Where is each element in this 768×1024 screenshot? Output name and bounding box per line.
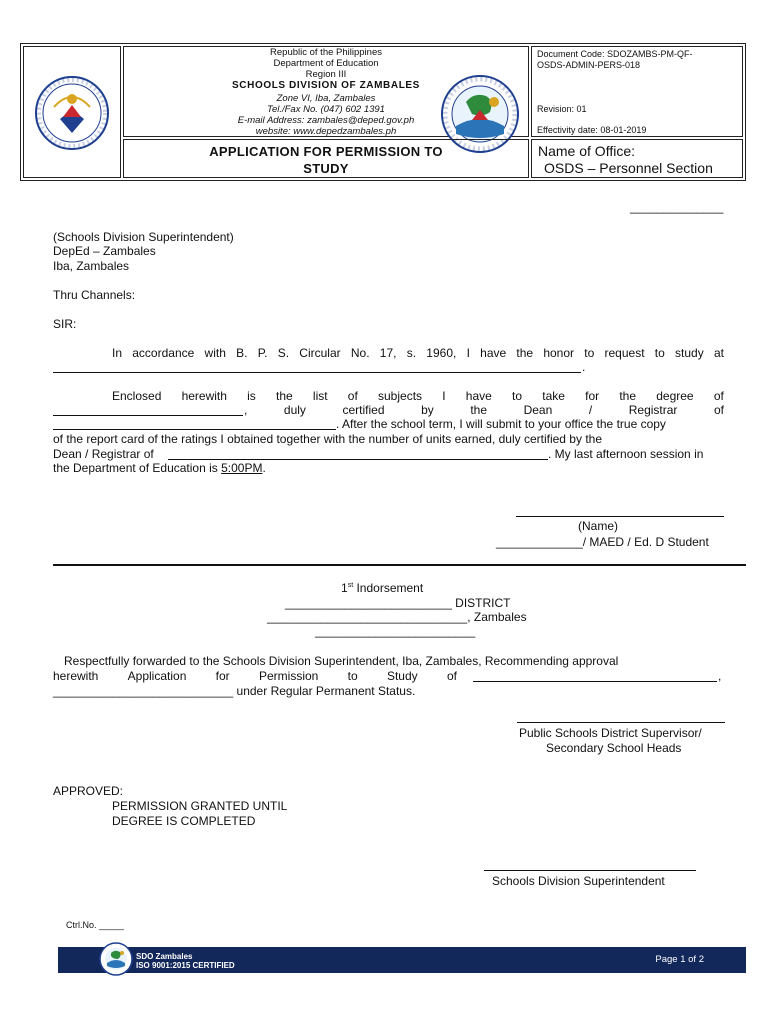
office-label: Name of Office: bbox=[538, 143, 636, 159]
sign-degree-label: _____________/ MAED / Ed. D Student bbox=[496, 535, 709, 549]
revision-text: Revision: 01 bbox=[537, 104, 587, 114]
website-text: website: www.depedzambales.ph bbox=[255, 126, 397, 137]
salutation: SIR: bbox=[53, 317, 77, 331]
p2-line3: . After the school term, I will submit to your office the true copy bbox=[336, 417, 666, 431]
footer-seal-icon bbox=[98, 941, 134, 977]
sign-name-label: (Name) bbox=[578, 519, 619, 533]
deped-seal-cell bbox=[23, 46, 121, 178]
region-text: Region III bbox=[305, 69, 347, 80]
indorsement-p-line3: ___________________________ under Regular Permanent Status. bbox=[53, 684, 416, 698]
approval-line2: DEGREE IS COMPLETED bbox=[112, 814, 256, 828]
approved-label: APPROVED: bbox=[53, 784, 124, 798]
office-cell bbox=[531, 139, 743, 178]
registrar-school-blank[interactable] bbox=[53, 429, 336, 430]
zambales-line[interactable]: ______________________________, Zambales bbox=[267, 610, 527, 624]
section-divider bbox=[53, 564, 746, 566]
supervisor-label-1: Public Schools District Supervisor/ bbox=[519, 726, 702, 740]
school-name-blank[interactable] bbox=[53, 372, 581, 373]
p2-line5-start: Dean / Registrar of bbox=[53, 447, 154, 461]
page-indicator: Page 1 of 2 bbox=[655, 954, 704, 965]
deped-seal-icon bbox=[24, 47, 120, 177]
p2-line1: Enclosed herewith is the list of subjects I have to take for the degree of bbox=[112, 389, 724, 403]
footer-iso: ISO 9001:2015 CERTIFIED bbox=[136, 961, 235, 970]
p2-line2: , duly certified by the Dean / Registrar of bbox=[244, 403, 724, 417]
addressee-line3: Iba, Zambales bbox=[53, 259, 130, 273]
address-text: Zone VI, Iba, Zambales bbox=[276, 93, 376, 104]
document-code-line1: Document Code: SDOZAMBS-PM-QF- bbox=[537, 49, 693, 59]
ctrl-no[interactable]: Ctrl.No. _____ bbox=[66, 920, 125, 930]
email-text: E-mail Address: zambales@deped.gov.ph bbox=[237, 115, 415, 126]
footer-bar bbox=[58, 947, 746, 973]
approval-line1: PERMISSION GRANTED UNTIL bbox=[112, 799, 288, 813]
department-text: Department of Education bbox=[273, 58, 379, 69]
registrar-of-blank[interactable] bbox=[168, 459, 548, 460]
office-value: OSDS – Personnel Section bbox=[544, 160, 713, 176]
degree-blank[interactable] bbox=[53, 415, 243, 416]
form-title-line1: APPLICATION FOR PERMISSION TO bbox=[209, 144, 443, 159]
indorsement-p-line2: herewith Application for Permission to Study of bbox=[53, 669, 457, 683]
study-of-blank[interactable] bbox=[473, 681, 717, 682]
thru-channels: Thru Channels: bbox=[53, 288, 136, 302]
document-info bbox=[531, 46, 743, 137]
p1-period: . bbox=[582, 360, 586, 374]
division-text: SCHOOLS DIVISION OF ZAMBALES bbox=[232, 80, 420, 91]
telfax-text: Tel./Fax No. (047) 602 1391 bbox=[267, 104, 385, 115]
district-line[interactable]: _________________________ DISTRICT bbox=[285, 596, 511, 610]
p2-line4: of the report card of the ratings I obtained together with the number of units earned, duly certified by the bbox=[53, 432, 602, 446]
document-code-line2: OSDS-ADMIN-PERS-018 bbox=[537, 60, 641, 70]
sds-label: Schools Division Superintendent bbox=[492, 874, 665, 888]
form-title-cell bbox=[123, 139, 529, 178]
name-signature-line[interactable] bbox=[516, 516, 724, 517]
p2-line6: the Department of Education is 5:00PM. bbox=[53, 461, 266, 475]
date-blank[interactable]: ______________ bbox=[630, 200, 724, 214]
indorsement-title: 1st Indorsement bbox=[341, 581, 424, 595]
supervisor-label-2: Secondary School Heads bbox=[546, 741, 682, 755]
footer-sdo: SDO Zambales bbox=[136, 952, 193, 961]
supervisor-signature-line[interactable] bbox=[517, 722, 725, 723]
p2-line5-end: . My last afternoon session in bbox=[548, 447, 704, 461]
session-time: 5:00PM bbox=[221, 461, 263, 475]
blank-line[interactable]: ________________________ bbox=[315, 624, 476, 638]
indorsement-p-line1: Respectfully forwarded to the Schools Division Superintendent, Iba, Zambales, Recommending approval bbox=[64, 654, 619, 668]
sds-signature-line[interactable] bbox=[484, 870, 696, 871]
p1-line1: In accordance with B. P. S. Circular No. 17, s. 1960, I have the honor to request to study at bbox=[112, 346, 724, 360]
republic-text: Republic of the Philippines bbox=[270, 47, 382, 58]
form-title-line2: STUDY bbox=[303, 161, 349, 176]
addressee-line1: (Schools Division Superintendent) bbox=[53, 230, 234, 244]
effectivity-text: Effectivity date: 08-01-2019 bbox=[537, 125, 647, 135]
addressee-line2: DepEd – Zambales bbox=[53, 244, 156, 258]
indorsement-comma: , bbox=[718, 669, 722, 683]
